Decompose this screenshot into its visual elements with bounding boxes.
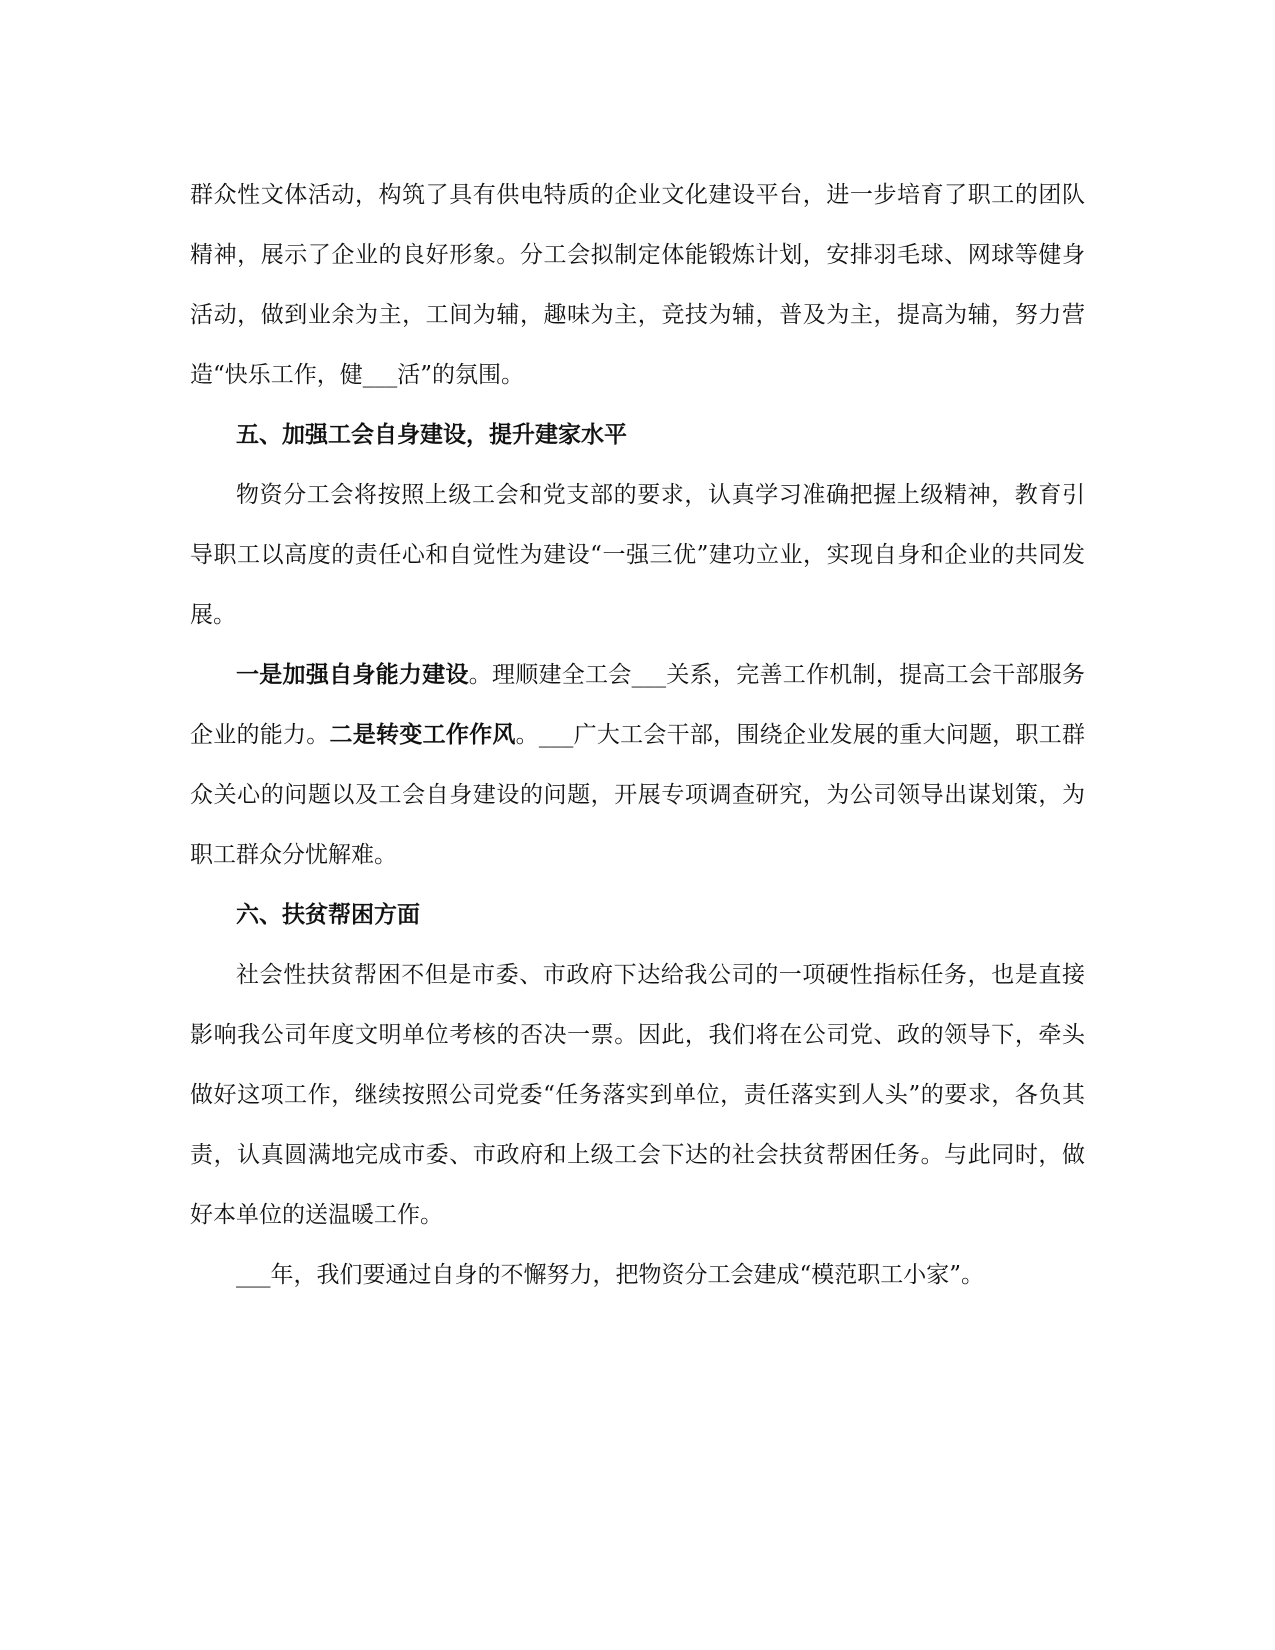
point-one-bold: 一是加强自身能力建设 xyxy=(236,662,469,688)
paragraph-closing-text: ___年，我们要通过自身的不懈努力，把物资分工会建成“模范职工小家”。 xyxy=(236,1262,985,1288)
paragraph-closing xyxy=(190,1245,1085,1305)
point-two-text: 。___广大工会干部，围绕企业发展的重大问题，职工群众关心的问题以及工会自身建设的问题，开展专项调查研究，为公司领导出谋划策，为职工群众分忧解难。 xyxy=(190,722,1086,868)
paragraph-cultural-activities: 群众性文体活动，构筑了具有供电特质的企业文化建设平台，进一步培育了职工的团队精神，展示了企业的良好形象。分工会拟制定体能锻炼计划，安排羽毛球、网球等健身活动，做到业余为主，工间为辅，趣味为主，竞技为辅，普及为主，提高为辅，努力营造“快乐工作，健___活”的氛围。 xyxy=(190,182,1085,388)
paragraph-poverty-relief xyxy=(190,945,1085,1245)
section-heading-six: 六、扶贫帮困方面 xyxy=(236,902,420,928)
paragraph-poverty-relief-text: 社会性扶贫帮困不但是市委、市政府下达给我公司的一项硬性指标任务，也是直接影响我公司年度文明单位考核的否决一票。因此，我们将在公司党、政的领导下，牵头做好这项工作，继续按照公司党委“任务落实到单位，责任落实到人头”的要求，各负其责，认真圆满地完成市委、市政府和上级工会下达的社会扶贫帮困任务。与此同时，做好本单位的送温暖工作。 xyxy=(190,962,1085,1228)
section-heading-five: 五、加强工会自身建设，提升建家水平 xyxy=(236,422,627,448)
document-body xyxy=(190,165,1085,1305)
point-two-bold: 二是转变工作作风 xyxy=(329,722,516,748)
paragraph-capability-building xyxy=(190,645,1085,885)
paragraph-union-requirements-text: 物资分工会将按照上级工会和党支部的要求，认真学习准确把握上级精神，教育引导职工以高度的责任心和自觉性为建设“一强三优”建功立业，实现自身和企业的共同发展。 xyxy=(190,482,1085,628)
point-one-text: 。理顺建全工会___关系，完善工作机制，提高工会干部服务企业的能力。 xyxy=(190,662,1086,748)
paragraph-union-requirements xyxy=(190,465,1085,645)
